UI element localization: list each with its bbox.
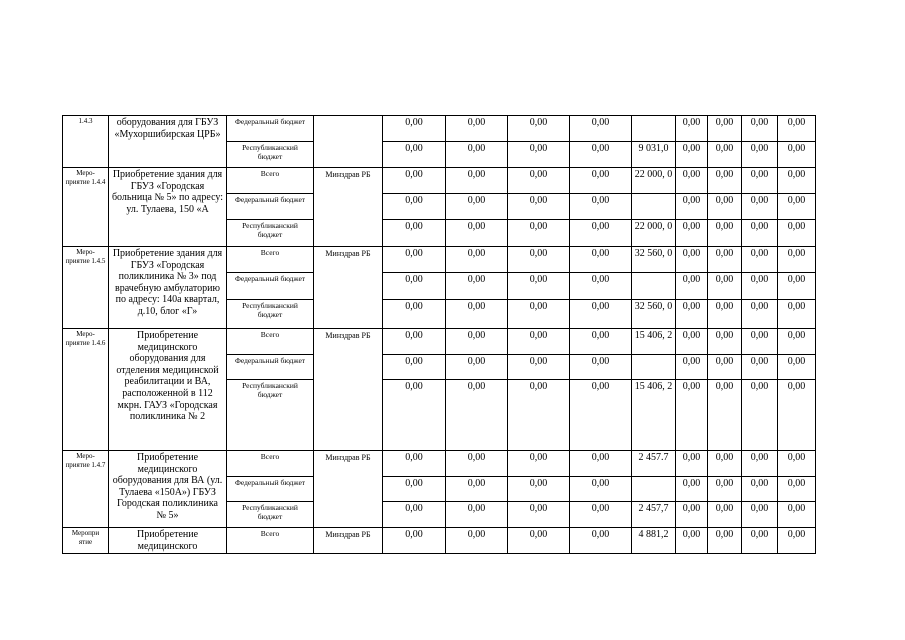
value-cell: 0,00	[446, 355, 508, 380]
funding-source: Республиканский бюджет	[227, 220, 314, 247]
funding-source: Федеральный бюджет	[227, 273, 314, 300]
value-cell: 0,00	[742, 300, 778, 329]
value-cell: 0,00	[446, 116, 508, 142]
value-cell: 0,00	[708, 355, 742, 380]
value-cell: 0,00	[742, 329, 778, 355]
value-cell: 0,00	[383, 116, 446, 142]
value-cell: 0,00	[383, 380, 446, 451]
value-cell: 0,00	[676, 220, 708, 247]
value-cell: 0,00	[383, 247, 446, 273]
value-cell: 0,00	[778, 355, 816, 380]
value-cell: 15 406, 2	[632, 329, 676, 355]
value-cell: 0,00	[508, 380, 570, 451]
value-cell: 0,00	[383, 168, 446, 194]
value-cell: 0,00	[570, 116, 632, 142]
responsible-executor: Минздрав РБ	[314, 168, 383, 247]
value-cell: 0,00	[570, 247, 632, 273]
table-row	[63, 116, 862, 142]
value-cell: 0,00	[383, 300, 446, 329]
value-cell: 0,00	[708, 168, 742, 194]
value-cell: 0,00	[570, 329, 632, 355]
measure-name: оборудования для ГБУЗ «Мухоршибирская ЦРБ»	[109, 116, 227, 168]
value-cell: 0,00	[708, 300, 742, 329]
table-row	[63, 247, 862, 273]
value-cell: 0,00	[570, 168, 632, 194]
value-cell: 0,00	[742, 247, 778, 273]
value-cell: 0,00	[676, 247, 708, 273]
value-cell: 0,00	[508, 451, 570, 477]
value-cell: 0,00	[446, 247, 508, 273]
funding-source: Республиканский бюджет	[227, 300, 314, 329]
value-cell: 0,00	[446, 502, 508, 528]
funding-source: Республиканский бюджет	[227, 380, 314, 451]
value-cell: 0,00	[778, 142, 816, 168]
value-cell	[632, 477, 676, 502]
funding-source: Федеральный бюджет	[227, 477, 314, 502]
value-cell: 0,00	[446, 220, 508, 247]
value-cell	[632, 116, 676, 142]
value-cell: 0,00	[383, 329, 446, 355]
value-cell: 0,00	[446, 273, 508, 300]
value-cell: 0,00	[383, 502, 446, 528]
funding-source: Всего	[227, 451, 314, 477]
value-cell: 0,00	[742, 116, 778, 142]
value-cell: 0,00	[676, 142, 708, 168]
value-cell: 0,00	[778, 329, 816, 355]
value-cell: 15 406, 2	[632, 380, 676, 451]
value-cell: 0,00	[708, 329, 742, 355]
value-cell: 0,00	[446, 300, 508, 329]
funding-source: Всего	[227, 329, 314, 355]
value-cell: 0,00	[570, 194, 632, 220]
measure-number: Меро-приятие 1.4.4	[63, 168, 109, 247]
measure-number: 1.4.3	[63, 116, 109, 168]
value-cell: 0,00	[742, 194, 778, 220]
measure-number: Меропри ятие	[63, 528, 109, 554]
value-cell: 0,00	[742, 528, 778, 554]
value-cell: 32 560, 0	[632, 300, 676, 329]
value-cell: 0,00	[508, 329, 570, 355]
value-cell: 0,00	[676, 273, 708, 300]
budget-table	[62, 115, 862, 554]
value-cell: 0,00	[708, 451, 742, 477]
value-cell: 0,00	[508, 502, 570, 528]
value-cell: 0,00	[383, 477, 446, 502]
value-cell: 0,00	[708, 116, 742, 142]
value-cell: 0,00	[383, 194, 446, 220]
value-cell: 0,00	[570, 273, 632, 300]
value-cell: 0,00	[446, 329, 508, 355]
value-cell: 0,00	[570, 477, 632, 502]
value-cell: 0,00	[508, 477, 570, 502]
value-cell: 0,00	[508, 247, 570, 273]
funding-source: Федеральный бюджет	[227, 355, 314, 380]
value-cell: 0,00	[742, 451, 778, 477]
value-cell: 0,00	[383, 142, 446, 168]
value-cell: 0,00	[742, 142, 778, 168]
funding-source: Республиканский бюджет	[227, 502, 314, 528]
value-cell: 0,00	[446, 451, 508, 477]
measure-number: Меро-приятие 1.4.6	[63, 329, 109, 451]
value-cell: 0,00	[778, 300, 816, 329]
value-cell: 0,00	[708, 380, 742, 451]
value-cell: 0,00	[708, 247, 742, 273]
measure-name: Приобретение медицинского оборудования для ВА (ул. Тулаева «150А») ГБУЗ Городская поликлиника № 5»	[109, 451, 227, 528]
responsible-executor: Минздрав РБ	[314, 451, 383, 528]
value-cell: 2 457,7	[632, 502, 676, 528]
value-cell: 0,00	[508, 355, 570, 380]
value-cell: 0,00	[508, 220, 570, 247]
value-cell: 0,00	[778, 220, 816, 247]
value-cell: 0,00	[570, 355, 632, 380]
value-cell	[632, 194, 676, 220]
value-cell: 32 560, 0	[632, 247, 676, 273]
value-cell: 0,00	[676, 451, 708, 477]
value-cell: 0,00	[383, 451, 446, 477]
value-cell: 0,00	[383, 273, 446, 300]
value-cell	[632, 273, 676, 300]
value-cell: 0,00	[383, 220, 446, 247]
value-cell: 22 000, 0	[632, 168, 676, 194]
measure-number: Меро-приятие 1.4.7	[63, 451, 109, 528]
value-cell: 0,00	[708, 528, 742, 554]
value-cell: 0,00	[508, 116, 570, 142]
value-cell: 2 457.7	[632, 451, 676, 477]
table-row	[63, 528, 862, 554]
value-cell: 0,00	[676, 329, 708, 355]
value-cell: 0,00	[676, 502, 708, 528]
responsible-executor	[314, 116, 383, 168]
value-cell: 0,00	[570, 502, 632, 528]
value-cell: 0,00	[570, 220, 632, 247]
value-cell: 0,00	[742, 502, 778, 528]
value-cell: 0,00	[508, 194, 570, 220]
funding-source: Всего	[227, 168, 314, 194]
value-cell: 0,00	[508, 528, 570, 554]
value-cell: 0,00	[570, 142, 632, 168]
value-cell: 0,00	[446, 194, 508, 220]
value-cell: 0,00	[778, 502, 816, 528]
responsible-executor: Минздрав РБ	[314, 247, 383, 329]
value-cell: 0,00	[383, 355, 446, 380]
value-cell: 0,00	[778, 528, 816, 554]
value-cell: 0,00	[708, 273, 742, 300]
measure-name: Приобретение здания для ГБУЗ «Городская поликлиника № 3» под врачебную амбулаторию по адресу: 140а квартал, д.10, блог «Г»	[109, 247, 227, 329]
table-row	[63, 329, 862, 355]
funding-source: Федеральный бюджет	[227, 116, 314, 142]
value-cell: 0,00	[778, 380, 816, 451]
value-cell: 0,00	[708, 477, 742, 502]
value-cell: 0,00	[508, 168, 570, 194]
measure-name: Приобретение здания для ГБУЗ «Городская больница № 5» по адресу: ул. Тулаева, 150 «А	[109, 168, 227, 247]
table-row	[63, 451, 862, 477]
value-cell: 0,00	[676, 355, 708, 380]
funding-source: Федеральный бюджет	[227, 194, 314, 220]
value-cell: 0,00	[708, 502, 742, 528]
value-cell: 0,00	[676, 528, 708, 554]
value-cell: 0,00	[446, 528, 508, 554]
value-cell: 0,00	[742, 477, 778, 502]
value-cell: 0,00	[708, 220, 742, 247]
responsible-executor: Минздрав РБ	[314, 528, 383, 554]
value-cell: 0,00	[778, 116, 816, 142]
value-cell: 0,00	[570, 380, 632, 451]
value-cell: 0,00	[446, 380, 508, 451]
value-cell: 0,00	[676, 116, 708, 142]
value-cell: 0,00	[676, 168, 708, 194]
value-cell: 0,00	[508, 273, 570, 300]
responsible-executor: Минздрав РБ	[314, 329, 383, 451]
funding-source: Всего	[227, 247, 314, 273]
value-cell	[632, 355, 676, 380]
value-cell: 0,00	[708, 194, 742, 220]
value-cell: 0,00	[570, 300, 632, 329]
value-cell: 0,00	[676, 477, 708, 502]
value-cell: 0,00	[676, 300, 708, 329]
value-cell: 0,00	[778, 451, 816, 477]
value-cell: 0,00	[742, 168, 778, 194]
funding-source: Республиканский бюджет	[227, 142, 314, 168]
value-cell: 0,00	[383, 528, 446, 554]
measure-name: Приобретение медицинского	[109, 528, 227, 554]
value-cell: 0,00	[742, 220, 778, 247]
value-cell: 0,00	[508, 300, 570, 329]
value-cell: 0,00	[446, 168, 508, 194]
value-cell: 0,00	[778, 477, 816, 502]
value-cell: 0,00	[742, 380, 778, 451]
funding-source: Всего	[227, 528, 314, 554]
value-cell: 0,00	[778, 168, 816, 194]
value-cell: 0,00	[446, 477, 508, 502]
value-cell: 0,00	[778, 194, 816, 220]
value-cell: 0,00	[778, 273, 816, 300]
measure-name: Приобретение медицинского оборудования для отделения медицинской реабилитации и ВА, расположенной в 112 мкрн. ГАУЗ «Городская поликлиника № 2	[109, 329, 227, 451]
value-cell: 0,00	[778, 247, 816, 273]
value-cell: 4 881,2	[632, 528, 676, 554]
value-cell: 0,00	[742, 273, 778, 300]
measure-number: Меро-приятие 1.4.5	[63, 247, 109, 329]
value-cell: 0,00	[676, 194, 708, 220]
value-cell: 0,00	[570, 451, 632, 477]
value-cell: 22 000, 0	[632, 220, 676, 247]
table-row	[63, 168, 862, 194]
value-cell: 0,00	[446, 142, 508, 168]
value-cell: 9 031,0	[632, 142, 676, 168]
value-cell: 0,00	[508, 142, 570, 168]
value-cell: 0,00	[676, 380, 708, 451]
value-cell: 0,00	[742, 355, 778, 380]
value-cell: 0,00	[570, 528, 632, 554]
value-cell: 0,00	[708, 142, 742, 168]
